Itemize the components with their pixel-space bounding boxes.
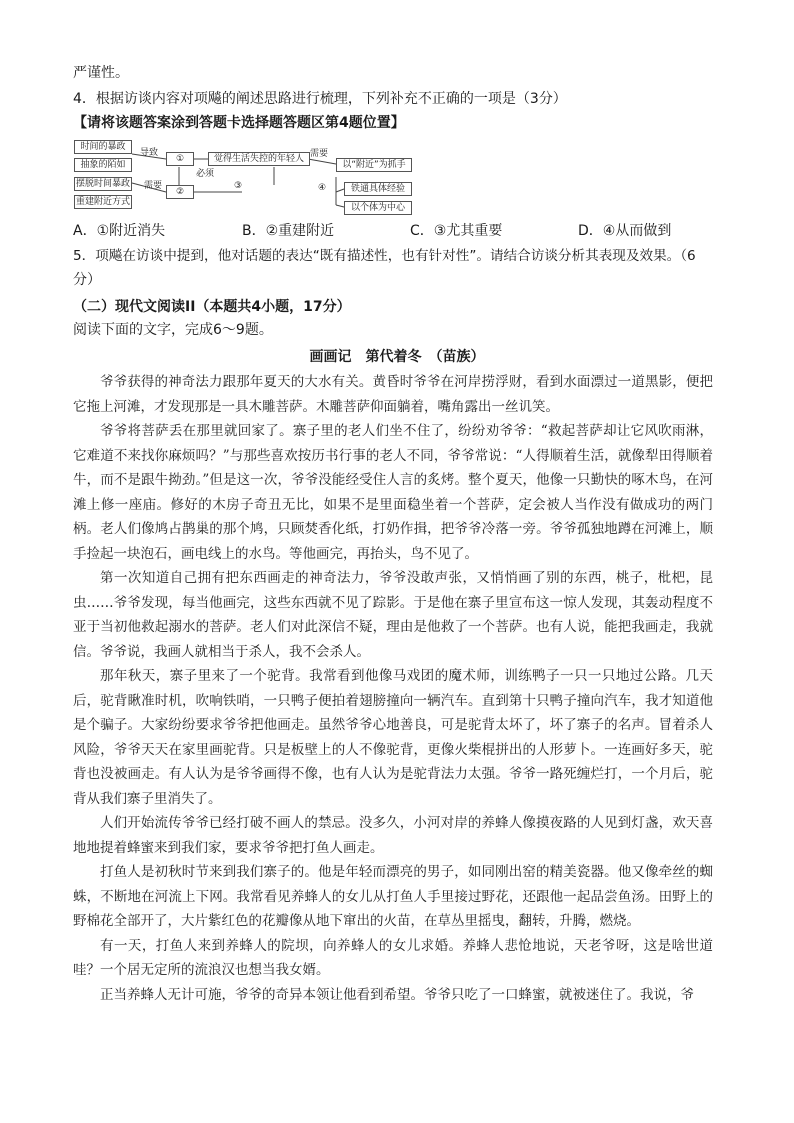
option-a: A．①附近消失	[73, 223, 166, 239]
paragraph: 有一天，打鱼人来到养蜂人的院坝，向养蜂人的女儿求婚。养蜂人悲怆地说，天老爷呀，这是啥世道哇？一个居无定所的流浪汉也想当我女婿。	[73, 937, 713, 978]
carry-over-text: 严谨性。	[73, 65, 129, 81]
diagram-node-2: ②	[166, 185, 194, 199]
diagram-left-box: 抽象的陌如	[74, 158, 132, 172]
article-title: 画画记 第代着冬 （苗族）	[309, 349, 485, 365]
option-d: D．④从而做到	[578, 223, 672, 239]
question-4: 4．根据访谈内容对项飚的阐述思路进行梳理，下列补充不正确的一项是（3分）	[73, 91, 567, 107]
paragraph: 爷爷将菩萨丢在那里就回家了。寨子里的老人们坐不住了，纷纷劝爷爷：“救起菩萨却让它风吹雨淋，它难道不来找你麻烦吗？”与那些喜欢按历书行事的老人不同，爷爷常说：“人得顺着生活，就像犁田得顺着牛，而不是跟牛拗劲。”但是这一次，爷爷没能经受住人言的炙烤。整个夏天，他像一只勤快的啄木鸟，在河滩上修一座庙。修好的木房子奇丑无比，如果不是里面稳坐着一个菩萨，定会被人当作没有做成功的两门柄。老人们像鸠占鹊巢的那个鸠，只顾焚香化纸，打奶作揖，把爷爷冷落一旁。爷爷孤独地蹲在河滩上，顺手捡起一块泡石，画电线上的水鸟。等他画完，再抬头，鸟不见了。	[73, 423, 713, 562]
question-4-note: 【请将该题答案涂到答题卡选择题答题区第4题位置】	[73, 115, 405, 131]
edge-label: 导致	[140, 148, 159, 158]
diagram-mid-box: 觉得生活失控的年轻人	[208, 152, 310, 166]
question-5-cont: 分）	[73, 272, 101, 288]
paragraph: 人们开始流传爷爷已经打破不画人的禁忌。没多久，小河对岸的养蜂人像摸夜路的人见到灯盏，欢天喜地地提着蜂蜜来到我们家，要求爷爷把打鱼人画走。	[73, 815, 713, 856]
option-b: B．②重建附近	[242, 223, 335, 239]
reading-instruction: 阅读下面的文字，完成6～9题。	[73, 322, 273, 338]
paragraph: 第一次知道自己拥有把东西画走的神奇法力，爷爷没敢声张，又悄悄画了别的东西，桃子，枇杷，昆虫……爷爷发现，每当他画完，这些东西就不见了踪影。于是他在寨子里宣布这一惊人发现，其轰动程度不亚于当初他救起溺水的菩萨。老人们对此深信不疑，理由是他救了一个菩萨。也有人说，能把我画走，我就信。爷爷说，我画人就相当于杀人，我不会杀人。	[73, 570, 713, 660]
edge-label: 必须	[196, 169, 215, 179]
diagram-right-top-box: 以“附近”为抓手	[336, 158, 412, 172]
diagram-node-3: ③	[234, 181, 243, 191]
diagram-right-box: 铁通具体经验	[344, 182, 412, 196]
diagram-right-box: 以个体为中心	[344, 201, 412, 215]
paragraph: 那年秋天，寨子里来了一个驼背。我常看到他像马戏团的魔术师，训练鸭子一只一只地过公路。几天后，驼背瞅准时机，吹响铁哨，一只鸭子便拍着翅膀撞向一辆汽车。直到第十只鸭子撞向汽车，我才知道他是个骗子。大家纷纷要求爷爷把他画走。虽然爷爷心地善良，可是驼背太坏了，坏了寨子的名声。冒着杀人风险，爷爷天天在家里画驼背。只是板壁上的人不像驼背，更像火柴棍拼出的人形萝卜。一连画好多天，驼背也没被画走。有人认为是爷爷画得不像，也有人认为是驼背法力太强。爷爷一路死缠烂打，一个月后，驼背从我们寨子里消失了。	[73, 668, 713, 807]
article-body	[73, 370, 713, 1007]
edge-label: 需要	[310, 149, 329, 159]
reasoning-diagram	[74, 137, 418, 219]
diagram-left-box: 摆脱时间暴政	[75, 179, 130, 189]
question-5: 5．项飚在访谈中提到，他对话题的表达“既有描述性，也有针对性”。请结合访谈分析其表现及效果。（6	[73, 248, 696, 264]
paragraph: 打鱼人是初秋时节来到我们寨子的。他是年轻而漂亮的男子，如同刚出窑的精美瓷器。他又像牵丝的蜘蛛，不断地在河流上下网。我常看见养蜂人的女儿从打鱼人手里接过野花，还跟他一起品尝鱼汤。田野上的野棉花全部开了，大片紫红色的花瓣像从地下窜出的火苗，在草丛里摇曳，翻转，升腾，燃烧。	[73, 864, 713, 929]
paragraph: 爷爷获得的神奇法力跟那年夏天的大水有关。黄昏时爷爷在河岸捞浮财，看到水面漂过一道黑影，便把它拖上河滩，才发现那是一具木雕菩萨。木雕菩萨仰面躺着，嘴角露出一丝讥笑。	[73, 374, 713, 415]
diagram-node-1: ①	[166, 152, 194, 166]
diagram-left-box: 时间的暴政	[74, 140, 132, 154]
paragraph: 正当养蜂人无计可施，爷爷的奇异本领让他看到希望。爷爷只吃了一口蜂蜜，就被迷住了。我说，爷	[100, 986, 694, 1003]
diagram-left-box: 重建附近方式	[75, 197, 130, 207]
edge-label: 需要	[144, 181, 163, 191]
section-heading: （二）现代文阅读II（本题共4小题，17分）	[73, 299, 351, 315]
diagram-node-4: ④	[318, 183, 327, 193]
option-c: C．③尤其重要	[410, 223, 503, 239]
